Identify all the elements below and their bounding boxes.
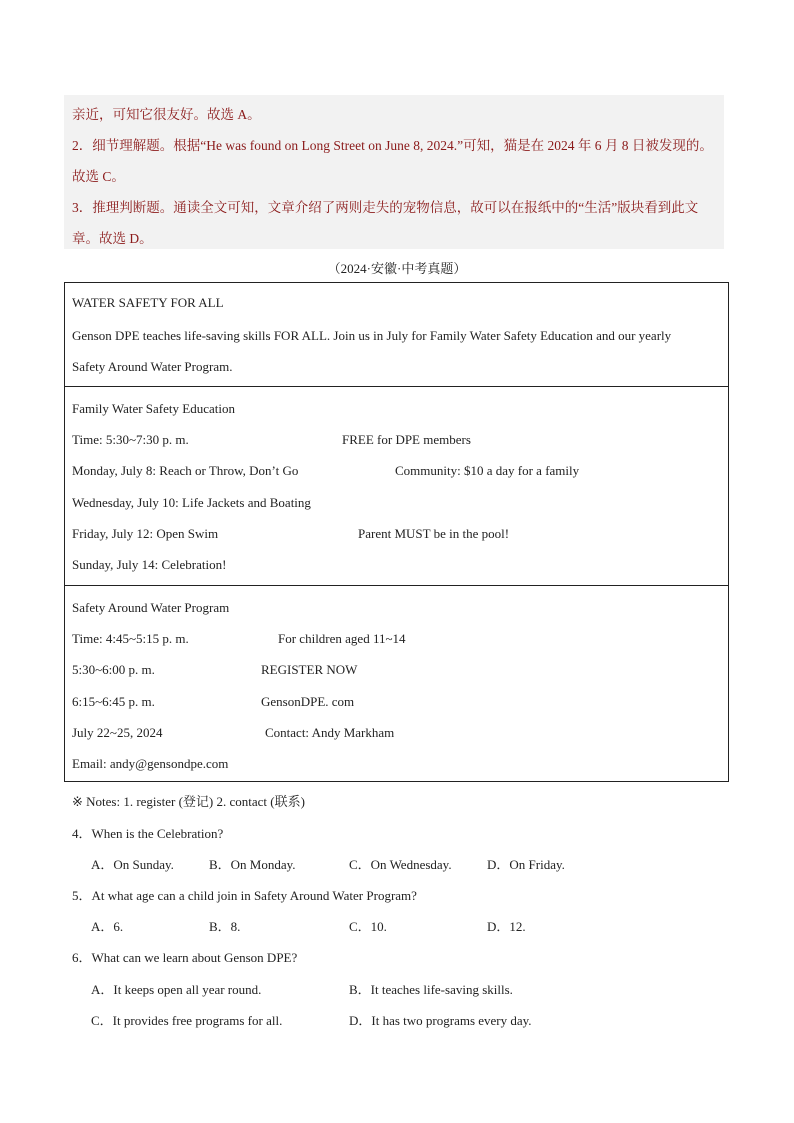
water-program-section: [65, 586, 728, 782]
question-5-option-a[interactable]: A．6.: [91, 919, 124, 934]
question-6-option-a[interactable]: A．It keeps open all year round.: [91, 982, 262, 997]
family-time: Time: 5:30~7:30 p. m.: [72, 432, 189, 447]
source-title: （2024·安徽·中考真题）: [327, 261, 467, 276]
question-4-stem: 4．When is the Celebration?: [72, 826, 224, 841]
program-title: Safety Around Water Program: [72, 600, 230, 615]
parent-note: Parent MUST be in the pool!: [358, 526, 510, 541]
question-4-option-d[interactable]: D．On Friday.: [487, 857, 565, 872]
question-5-option-d[interactable]: D．12.: [487, 919, 526, 934]
intro-section: [65, 283, 728, 387]
register-now: REGISTER NOW: [261, 662, 358, 677]
question-5-option-c[interactable]: C．10.: [349, 919, 387, 934]
intro-line-1: Genson DPE teaches life-saving skills FOR ALL. Join us in July for Family Water Safety Education and our yearly: [72, 328, 672, 343]
notice-box: [64, 282, 729, 782]
program-dates: July 22~25, 2024: [72, 725, 163, 740]
question-5-stem: 5．At what age can a child join in Safety Around Water Program?: [72, 888, 417, 903]
question-5-option-b[interactable]: B．8.: [209, 919, 241, 934]
program-time-3: 6:15~6:45 p. m.: [72, 694, 155, 709]
website-text: GensonDPE. com: [261, 694, 355, 709]
free-note: FREE for DPE members: [342, 432, 471, 447]
answer-line-5: 章。故选 D。: [72, 231, 153, 246]
vocabulary-notes: ※ Notes: 1. register (登记) 2. contact (联系): [72, 794, 305, 809]
friday-session: Friday, July 12: Open Swim: [72, 526, 219, 541]
question-4-option-c[interactable]: C．On Wednesday.: [349, 857, 452, 872]
question-6-option-b[interactable]: B．It teaches life-saving skills.: [349, 982, 513, 997]
question-6-option-d[interactable]: D．It has two programs every day.: [349, 1013, 532, 1028]
program-time-2: 5:30~6:00 p. m.: [72, 662, 155, 677]
community-price: Community: $10 a day for a family: [395, 463, 580, 478]
answer-line-1: 亲近，可知它很友好。故选 A。: [72, 107, 261, 122]
question-4-option-a[interactable]: A．On Sunday.: [91, 857, 174, 872]
notice-heading: WATER SAFETY FOR ALL: [72, 295, 224, 310]
program-time-1: Time: 4:45~5:15 p. m.: [72, 631, 189, 646]
email-text: Email: andy@gensondpe.com: [72, 756, 229, 771]
answer-line-4: 3．推理判断题。通读全文可知，文章介绍了两则走失的宠物信息，故可以在报纸中的“生活”版块看到此文: [72, 200, 699, 215]
answer-line-2: 2．细节理解题。根据“He was found on Long Street on June 8, 2024.”可知，猫是在 2024 年 6 月 8 日被发现的。: [72, 138, 713, 153]
family-title: Family Water Safety Education: [72, 401, 235, 416]
contact-person: Contact: Andy Markham: [265, 725, 395, 740]
wednesday-session: Wednesday, July 10: Life Jackets and Boating: [72, 495, 311, 510]
sunday-session: Sunday, July 14: Celebration!: [72, 557, 227, 572]
monday-session: Monday, July 8: Reach or Throw, Don’t Go: [72, 463, 299, 478]
children-age-note: For children aged 11~14: [278, 631, 406, 646]
answer-explanation-box: [64, 95, 724, 249]
intro-line-2: Safety Around Water Program.: [72, 359, 233, 374]
family-education-section: [65, 387, 728, 586]
answer-line-3: 故选 C。: [72, 169, 125, 184]
question-6-option-c[interactable]: C．It provides free programs for all.: [91, 1013, 283, 1028]
question-4-option-b[interactable]: B．On Monday.: [209, 857, 296, 872]
question-6-stem: 6．What can we learn about Genson DPE?: [72, 950, 298, 965]
